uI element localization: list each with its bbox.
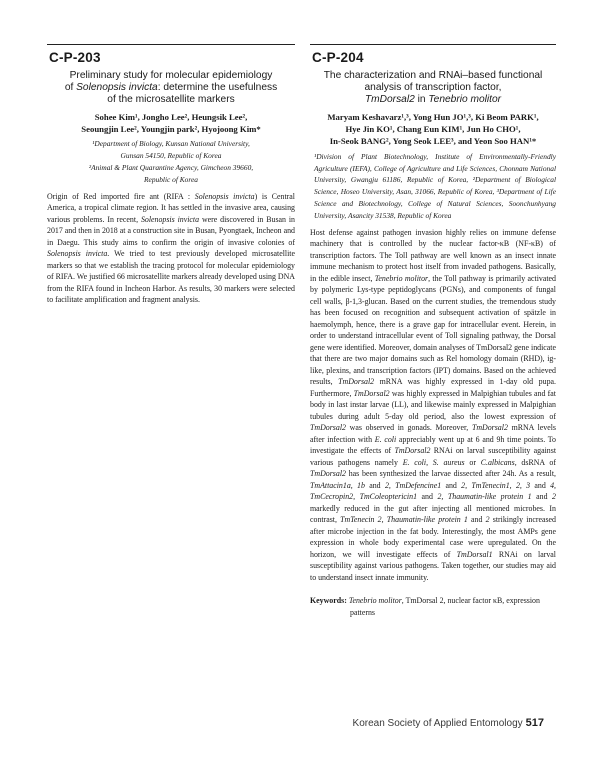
affiliation-line: Gunsan 54150, Republic of Korea (120, 151, 222, 161)
title-text: : determine the usefulness (157, 82, 278, 94)
authors-line: Hye Jin KO¹, Chang Eun KIM¹, Jun Ho CHO¹, (345, 124, 521, 135)
abstract-text: ) is Central America, a tropical climate region. It has settled in the invasive area, causing various problems. In recent, (47, 191, 295, 224)
abstract-text: was highly expressed in Malpighian tubules and fat body in last instar larvae (LL), and likewise mainly expressed in Malpighian tubules during adult 5-day old period, also the lowest expression of (310, 388, 556, 421)
italic-term: S. aureus (432, 457, 465, 467)
abstract-text: and (364, 480, 385, 490)
title-text: of (64, 82, 77, 94)
abstract-text: or (464, 457, 481, 467)
abstract-text: RNAi on larval susceptibility against various pathogens namely (310, 446, 557, 467)
abstract-text: , (426, 457, 433, 467)
abstract-text: and (441, 480, 462, 490)
keywords-label: Keywords: (310, 596, 347, 606)
italic-term: C.albicans (480, 457, 515, 467)
abstract-text: . We tried to test previously developed microsatellite markers so that we establish the tracing protocol for molecular epidemiology of RIFA. We justified 66 microsatellite markers already developed using DNA from the RIFA found in Incheon Harbor. As results, 30 markers were selected to facilitate amplification and fragment analysis. (47, 249, 295, 305)
abstract-body (47, 191, 295, 306)
abstract-title (310, 70, 556, 107)
authors-line: Sohee Kim¹, Jongho Lee², Heungsik Lee², (94, 111, 248, 122)
author-list (47, 111, 295, 136)
italic-term: 4, TmCecropin2, TmColeoptericin1 (310, 480, 557, 502)
abstract-body (310, 227, 556, 584)
italic-term: TmDorsal2 (310, 469, 346, 479)
italic-term: 2, TmDefencine1 (384, 480, 442, 490)
abstract-c-p-203 (47, 44, 295, 306)
keyword-italic: Tenebrio molitor (348, 596, 402, 606)
title-italic: Solenopsis invicta (76, 82, 158, 94)
italic-term: 2, TmTenecin1, 2, 3 (461, 480, 531, 490)
affiliations (310, 151, 556, 222)
author-list (310, 111, 556, 148)
italic-term: 2, Thaumatin-like protein 1 (437, 492, 532, 502)
top-rule (310, 44, 556, 45)
abstract-text: Host defense against pathogen invasion highly relies on immune defense machinery that is controlled by the nuclear factor-κB (NF-κB) of transcription factors. The Toll pathway are well known as an insect innate immune mechanism to protect host itself from invaded pathogens. Basically, in the edible insect, (310, 227, 556, 283)
title-italic: Tenebrio molitor (428, 94, 502, 106)
keywords (310, 595, 556, 618)
abstract-text: and (531, 492, 553, 502)
keywords-text: , TmDorsal 2, nuclear factor κB, expression patterns (350, 596, 540, 617)
italic-term: TmDorsal2 (338, 377, 375, 387)
abstract-text: was observed in gonads. Moreover, (345, 423, 472, 433)
abstract-text: and (417, 492, 438, 502)
authors-line: In-Seok BANG², Yong Seok LEE³, and Yeon Soo HAN¹* (329, 136, 537, 147)
affiliation-line: ¹Department of Biology, Kunsan National University, (92, 139, 250, 149)
abstract-text: were discovered in Busan in 2017 and then in 2018 at a construction site in Busan, Pyongtaek, Incheon and in Daegu. This study aims to confirm the origin of invasive colonies of (47, 214, 296, 247)
abstract-text: and (530, 480, 551, 490)
italic-term: TmDorsal2 (471, 423, 508, 433)
title-line: of the microsatellite markers (107, 94, 235, 106)
title-italic: TmDorsal2 (364, 94, 415, 106)
affiliation-text: ¹Division of Plant Biotechnology, Institute of Environmentally-Friendly Agriculture (IEFA), College of Agriculture and Life Sciences, Chonnam National University, Gwangju 61186, Republic of Korea, ²Department of Biological Science, Hoseo University, Asan, 31066, Republic of Korea, (314, 151, 556, 197)
italic-term: TmDorsal2 (353, 388, 390, 398)
affiliation-line: Republic of Korea (144, 174, 198, 184)
affiliation-line: ²Animal & Plant Quarantine Agency, Gimcheon 39660, (88, 163, 254, 173)
abstract-text: RNAi on larval susceptibility against various pathogens. Taken together, our studies may aid to understand insect innate immunity. (310, 549, 556, 582)
abstract-text: , dsRNA of (514, 457, 556, 467)
italic-term: 2 (552, 492, 556, 502)
italic-term: TmTenecin 2, Thaumatin-like protein 1 (340, 515, 468, 525)
title-line: analysis of transcription factor, (364, 82, 502, 94)
species-name: Solenopsis invicta (47, 249, 108, 259)
abstract-text: appreciably went up at 6 and 9h time points. To investigate the effects of (310, 434, 556, 456)
authors-line: Seoungjin Lee², Youngjin park², Hyojoong Kim* (81, 124, 261, 135)
italic-term: TmDorsal2 (394, 446, 431, 456)
affiliation-text: ³Department of Life Science and Biotechnology, College of Natural Sciences, Soonchunhyang University, Asancity 31538, Republic of Korea (314, 187, 556, 220)
italic-term: Tenebrio molitor (374, 273, 429, 283)
abstract-text: mRNA was highly expressed in 1-day old pupa. Furthermore, (310, 377, 556, 398)
abstract-text: strikingly increased after microbe injection in the fat body. Interestingly, the most AMPs gene expression in whole body experimental case were upregulated. On the horizon, we will investigate effects of (310, 515, 556, 559)
footer-society: Korean Society of Applied Entomology (352, 718, 523, 729)
abstract-title (47, 70, 295, 107)
top-rule (47, 44, 295, 45)
italic-term: E. coli (402, 457, 427, 467)
italic-term: 2 (485, 515, 490, 525)
abstract-code: C-P-204 (312, 50, 364, 65)
affiliations (47, 138, 295, 185)
abstract-text: Origin of Red imported fire ant (RIFA : (47, 191, 195, 201)
italic-term: TmDorsal2 (310, 423, 346, 433)
page-footer (353, 713, 544, 731)
abstract-c-p-204 (310, 44, 556, 618)
title-text: in (414, 94, 429, 106)
abstract-text: and (467, 515, 486, 525)
abstract-text: mRNA levels after infection with (310, 423, 556, 444)
page-number: 517 (525, 717, 544, 729)
abstract-text: markedly reduced in the gut after injecting all mentioned microbes. In contrast, (310, 503, 556, 525)
abstract-text: , the Toll pathway is primarily activated by polymeric Lys-type peptidoglycans (PGNs), and components of fungal cell walls, β-1,3-glucan. Based on the current studies, the tremendous study has been focused on recognition and subsequent activation of spätzle in haemolymph, hence, there is a grave gap for intracellular event. Herein, in order to understand intracellular event of Toll signaling pathway, the Dorsal gene were identified. Moreover, domain analyses of TmDorsal2 gene indicate that there are two major domains such as Rel homology domain (RHD), ig-like, plexins, and transcription factors (IPT) domains. Based on the achieved results, (310, 273, 556, 387)
italic-term: E. coli (374, 434, 397, 444)
italic-term: TmAttacin1a, 1b (310, 480, 365, 490)
italic-term: TmDorsal1 (456, 549, 493, 559)
title-line: The characterization and RNAi–based functional (323, 70, 543, 81)
species-name: Solenopsis invicta (194, 191, 255, 201)
species-name: Solenopsis invicta (140, 214, 200, 224)
title-line: Preliminary study for molecular epidemiology (69, 70, 273, 81)
abstract-code: C-P-203 (49, 50, 101, 65)
abstract-text: has been synthesized the larvae dissected after 24h. As a result, (345, 469, 556, 479)
authors-line: Maryam Keshavarz¹,³, Yong Hun JO¹,³, Ki Beom PARK¹, (327, 111, 539, 122)
